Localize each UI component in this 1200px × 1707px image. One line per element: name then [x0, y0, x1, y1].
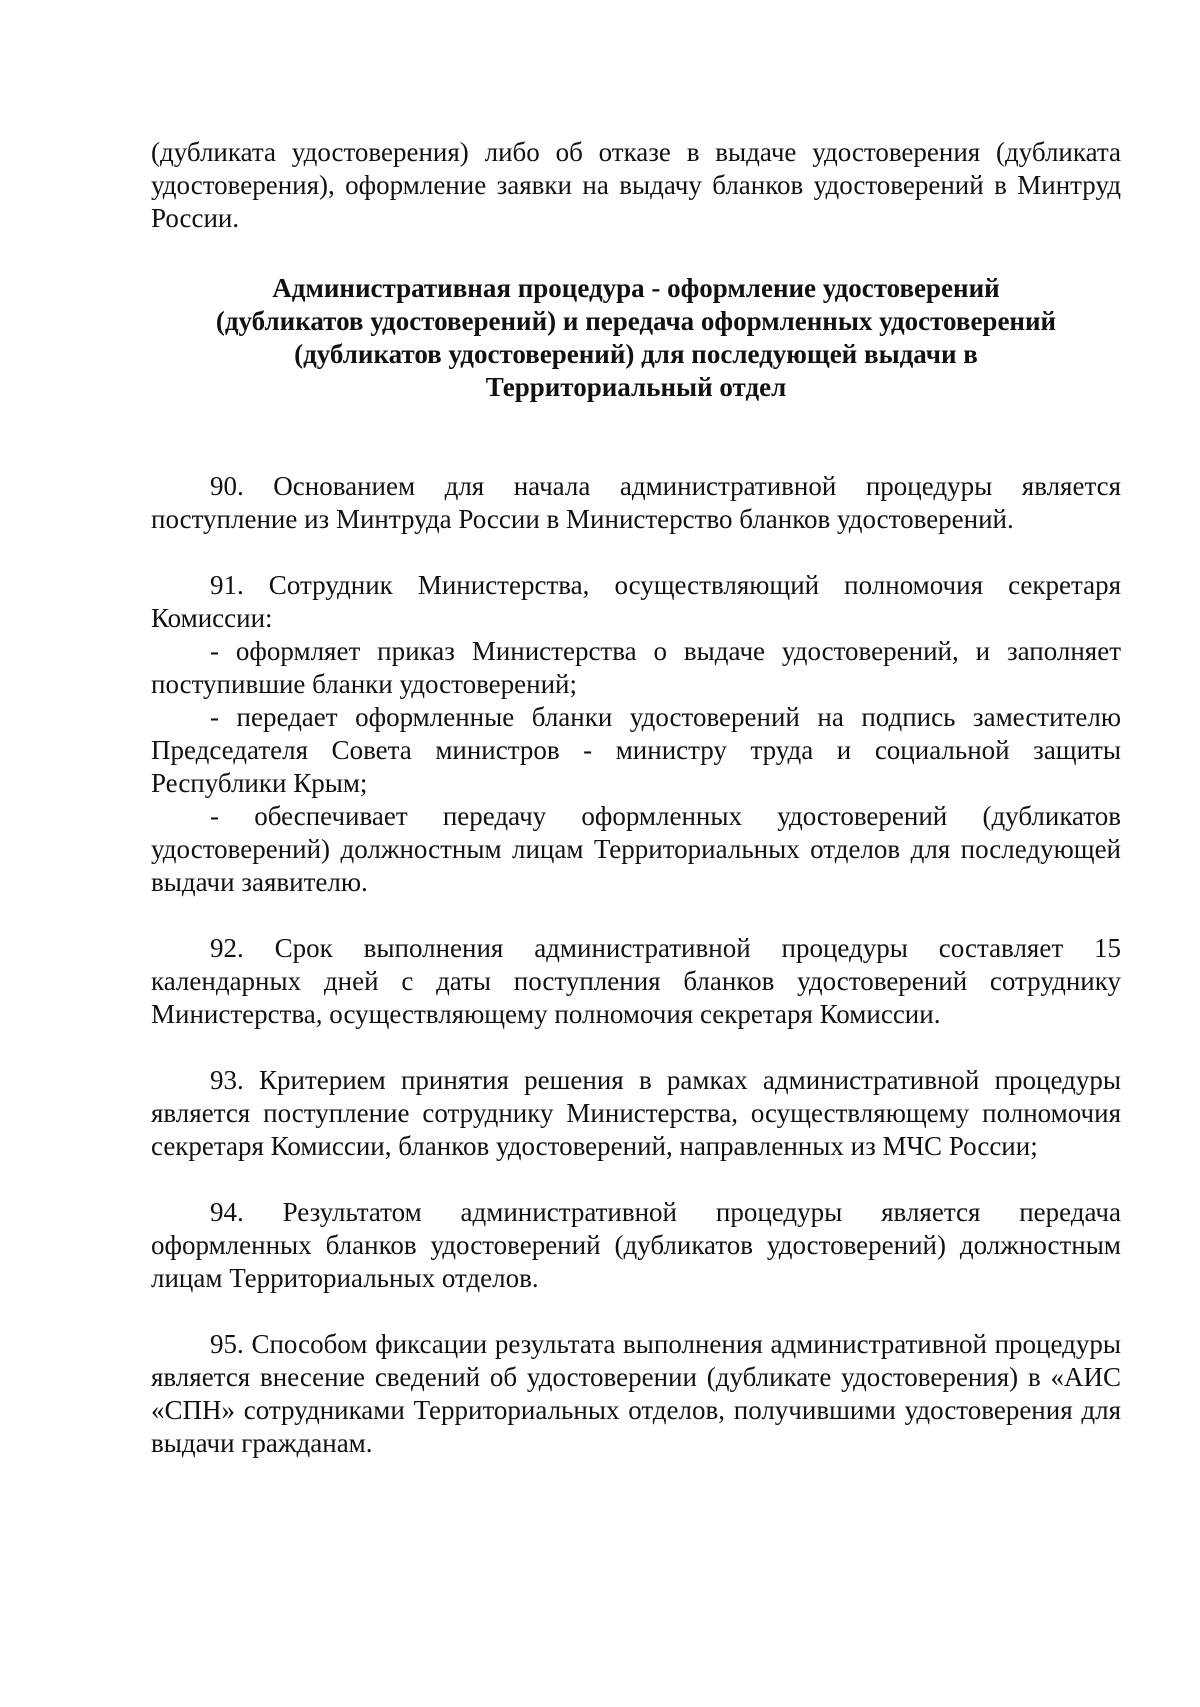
intro-paragraph: (дубликата удостоверения) либо об отказе в выдаче удостоверения (дубликата удостоверения), оформление заявки на выдачу бланков удостоверений в Минтруд России. — [151, 137, 1121, 233]
section-heading-line-2: (дубликатов удостоверений) и передача оформленных удостоверений — [215, 306, 1057, 336]
document-page — [151, 136, 1121, 1460]
paragraph-92: 92. Срок выполнения административной процедуры составляет 15 календарных дней с даты поступления бланков удостоверений сотруднику Министерства, осуществляющему полномочия секретаря Комиссии. — [151, 933, 1121, 1029]
paragraph-91-item-2: - передает оформленные бланки удостоверений на подпись заместителю Председателя Совета министров - министру труда и социальной защиты Республики Крым; — [151, 702, 1121, 798]
paragraph-91-item-1: - оформляет приказ Министерства о выдаче удостоверений, и заполняет поступившие бланки удостоверений; — [151, 636, 1121, 699]
paragraph-93: 93. Критерием принятия решения в рамках административной процедуры является поступление сотруднику Министерства, осуществляющему полномочия секретаря Комиссии, бланков удостоверений, направленных из МЧС России; — [151, 1065, 1121, 1161]
section-heading — [151, 272, 1121, 404]
paragraph-91: 91. Сотрудник Министерства, осуществляющий полномочия секретаря Комиссии: — [151, 570, 1121, 633]
paragraph-95: 95. Способом фиксации результата выполнения административной процедуры является внесение сведений об удостоверении (дубликате удостоверения) в «АИС «СПН» сотрудниками Территориальных отделов, получившими удостоверения для выдачи гражданам. — [151, 1329, 1121, 1458]
paragraph-90: 90. Основанием для начала административной процедуры является поступление из Минтруда России в Министерство бланков удостоверений. — [151, 471, 1121, 534]
section-heading-line-1: Административная процедура - оформление удостоверений — [272, 273, 1000, 303]
paragraph-94: 94. Результатом административной процедуры является передача оформленных бланков удостоверений (дубликатов удостоверений) должностным лицам Территориальных отделов. — [151, 1197, 1121, 1293]
paragraph-91-item-3: - обеспечивает передачу оформленных удостоверений (дубликатов удостоверений) должностным лицам Территориальных отделов для последующей выдачи заявителю. — [151, 801, 1121, 897]
section-heading-line-3: (дубликатов удостоверений) для последующей выдачи в — [294, 339, 978, 369]
section-heading-line-4: Территориальный отдел — [485, 372, 787, 402]
